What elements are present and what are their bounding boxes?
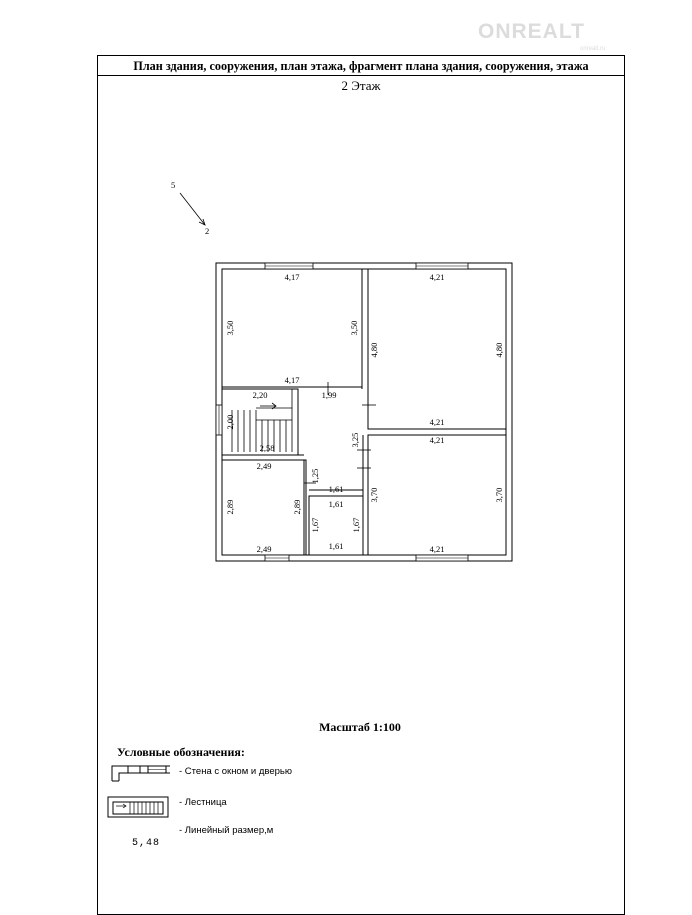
sheet-title: План здания, сооружения, план этажа, фрагмент плана здания, сооружения, этажа xyxy=(97,55,625,76)
dim-stair-left: 2,00 xyxy=(225,414,235,430)
dim-bath-top: 1,61 xyxy=(328,499,344,509)
dim-hall-lower: 1,25 xyxy=(310,468,320,484)
dim-r4-right: 2,89 xyxy=(292,499,302,515)
outer-wall-inner xyxy=(222,269,506,555)
dim-r2-top: 4,21 xyxy=(429,272,445,282)
dim-r4-left: 2,89 xyxy=(225,499,235,515)
legend-dimension-sample: 5,48 xyxy=(132,838,161,849)
dim-r3-top: 4,21 xyxy=(429,435,445,445)
room-3 xyxy=(368,435,506,555)
dim-r4-top: 2,49 xyxy=(256,461,272,471)
dim-r3-right: 3,70 xyxy=(494,487,504,503)
dim-r2-right: 4,80 xyxy=(494,342,504,358)
dim-r1-top: 4,17 xyxy=(284,272,300,282)
legend-dimension-label: - Линейный размер,м xyxy=(179,825,274,836)
legend-stairs-symbol xyxy=(108,797,168,817)
dim-r1-right: 3,50 xyxy=(349,320,359,336)
north-arrow xyxy=(180,193,205,225)
north-label-end: 2 xyxy=(205,226,210,236)
watermark-text: ONREALT xyxy=(478,20,585,43)
watermark-subtext: onrealt.ru xyxy=(580,46,606,52)
dim-stair-top: 2,20 xyxy=(252,390,268,400)
dim-hall-top: 1,99 xyxy=(321,390,337,400)
dim-r3-bottom: 4,21 xyxy=(429,544,445,554)
legend-stairs-label: - Лестница xyxy=(179,797,227,808)
dim-r4-bottom: 2,49 xyxy=(256,544,272,554)
dim-r2-left: 4,80 xyxy=(369,342,379,358)
dim-bath-top-outer: 1,61 xyxy=(328,484,344,494)
room-2 xyxy=(368,269,506,429)
dim-stair-bottom: 2,58 xyxy=(259,443,275,453)
dim-bath-bottom: 1,61 xyxy=(328,541,344,551)
legend-wall-label: - Стена с окном и дверью xyxy=(179,766,292,777)
dim-r1-bottom: 4,17 xyxy=(284,375,300,385)
dim-r3-left: 3,70 xyxy=(369,487,379,503)
dim-bath-right: 1,67 xyxy=(351,517,361,533)
legend-wall-symbol xyxy=(112,766,170,781)
dim-r1-left: 3,50 xyxy=(225,320,235,336)
legend-title: Условные обозначения: xyxy=(117,745,245,759)
scale-label: Масштаб 1:100 xyxy=(319,720,401,734)
north-label-start: 5 xyxy=(171,180,176,190)
floor-label: 2 Этаж xyxy=(341,78,381,93)
room-1 xyxy=(222,269,362,387)
dim-bath-left: 1,67 xyxy=(310,517,320,533)
dim-r2-bottom: 4,21 xyxy=(429,417,445,427)
dim-hall-right: 3,25 xyxy=(350,432,360,448)
outer-wall-outer xyxy=(216,263,512,561)
